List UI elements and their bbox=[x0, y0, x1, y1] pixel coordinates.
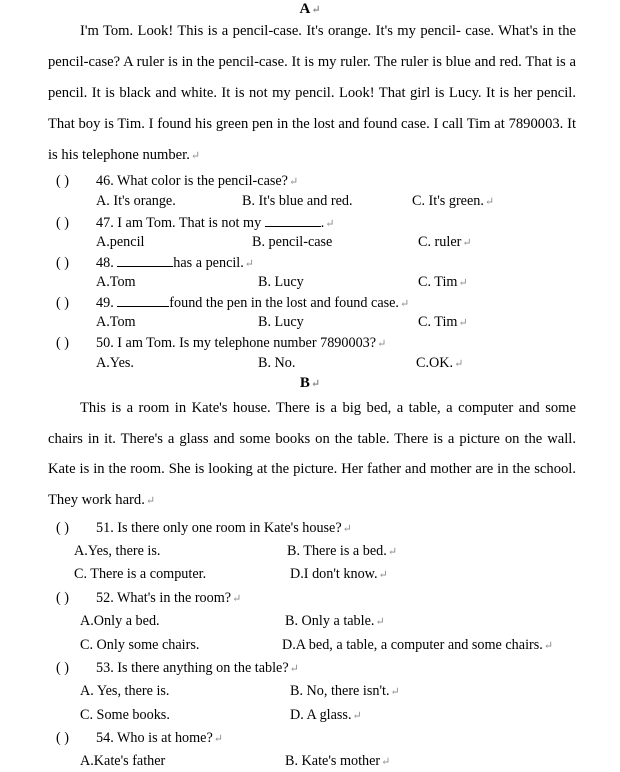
section-a-heading: A↵ bbox=[299, 1, 321, 17]
answer-paren[interactable]: ( ) bbox=[56, 173, 69, 189]
option-50-a: A.Yes. bbox=[96, 355, 134, 371]
option-48-c: C. Tim↵ bbox=[418, 274, 468, 290]
question-53: ( ) 53. Is there anything on the table?↵ bbox=[56, 660, 299, 676]
option-54-b: B. Kate's mother↵ bbox=[285, 753, 391, 769]
section-b-passage: This is a room in Kate's house. There is a big bed, a table, a computer and some chairs in it. There's a glass and some books on the table. There is a picture on the wall. Kate is in the room. She is looking at the picture. Her father and mother are in the school. They work hard.↵ bbox=[48, 400, 576, 508]
option-46-a: A. It's orange. bbox=[96, 193, 176, 209]
option-50-c: C.OK.↵ bbox=[416, 355, 464, 371]
option-52-d: D.A bed, a table, a computer and some chairs.↵ bbox=[282, 637, 554, 653]
option-46-b: B. It's blue and red. bbox=[242, 193, 353, 209]
option-54-a: A.Kate's father bbox=[80, 753, 166, 769]
option-49-a: A.Tom bbox=[96, 314, 136, 330]
option-47-a: A.pencil bbox=[96, 234, 145, 250]
question-47: ( ) 47. I am Tom. That is not my .↵ bbox=[56, 215, 335, 231]
option-49-c: C. Tim↵ bbox=[418, 314, 468, 330]
question-49: ( ) 49. found the pen in the lost and found case.↵ bbox=[56, 295, 410, 311]
answer-paren[interactable]: ( ) bbox=[56, 520, 69, 536]
option-53-d: D. A glass.↵ bbox=[290, 707, 362, 723]
option-49-b: B. Lucy bbox=[258, 314, 304, 330]
option-50-b: B. No. bbox=[258, 355, 296, 371]
question-51: ( ) 51. Is there only one room in Kate's house?↵ bbox=[56, 520, 352, 536]
option-51-a: A.Yes, there is. bbox=[74, 543, 161, 559]
option-47-b: B. pencil-case bbox=[252, 234, 333, 250]
option-48-a: A.Tom bbox=[96, 274, 136, 290]
question-52: ( ) 52. What's in the room?↵ bbox=[56, 590, 242, 606]
option-53-a: A. Yes, there is. bbox=[80, 683, 170, 699]
option-51-d: D.I don't know.↵ bbox=[290, 566, 388, 582]
answer-paren[interactable]: ( ) bbox=[56, 660, 69, 676]
fill-blank bbox=[265, 213, 321, 227]
section-a-passage: I'm Tom. Look! This is a pencil-case. It's orange. It's my pencil- case. What's in the pencil-case? A ruler is in the pencil-case. It is my ruler. The ruler is blue and red. That is a pencil. It is black and white. It is not my pencil. Look! That girl is Lucy. It is her pencil. That boy is Tim. I found his green pen in the lost and found case. I call Tim at 7890003. It is his telephone number.↵ bbox=[48, 23, 576, 163]
option-46-c: C. It's green.↵ bbox=[412, 193, 495, 209]
question-54: ( ) 54. Who is at home?↵ bbox=[56, 730, 223, 746]
question-50: ( ) 50. I am Tom. Is my telephone number 7890003?↵ bbox=[56, 335, 387, 351]
answer-paren[interactable]: ( ) bbox=[56, 590, 69, 606]
answer-paren[interactable]: ( ) bbox=[56, 730, 69, 746]
answer-paren[interactable]: ( ) bbox=[56, 255, 69, 271]
option-51-c: C. There is a computer. bbox=[74, 566, 207, 582]
option-53-c: C. Some books. bbox=[80, 707, 170, 723]
option-52-a: A.Only a bed. bbox=[80, 613, 160, 629]
answer-paren[interactable]: ( ) bbox=[56, 215, 69, 231]
answer-paren[interactable]: ( ) bbox=[56, 335, 69, 351]
option-53-b: B. No, there isn't.↵ bbox=[290, 683, 400, 699]
option-52-b: B. Only a table.↵ bbox=[285, 613, 385, 629]
option-47-c: C. ruler↵ bbox=[418, 234, 472, 250]
option-52-c: C. Only some chairs. bbox=[80, 637, 200, 653]
option-48-b: B. Lucy bbox=[258, 274, 304, 290]
question-48: ( ) 48. has a pencil.↵ bbox=[56, 255, 255, 271]
answer-paren[interactable]: ( ) bbox=[56, 295, 69, 311]
fill-blank bbox=[117, 293, 169, 307]
question-46: ( ) 46. What color is the pencil-case?↵ bbox=[56, 173, 299, 189]
fill-blank bbox=[117, 253, 173, 267]
option-51-b: B. There is a bed.↵ bbox=[287, 543, 398, 559]
section-b-heading: B↵ bbox=[299, 375, 321, 391]
